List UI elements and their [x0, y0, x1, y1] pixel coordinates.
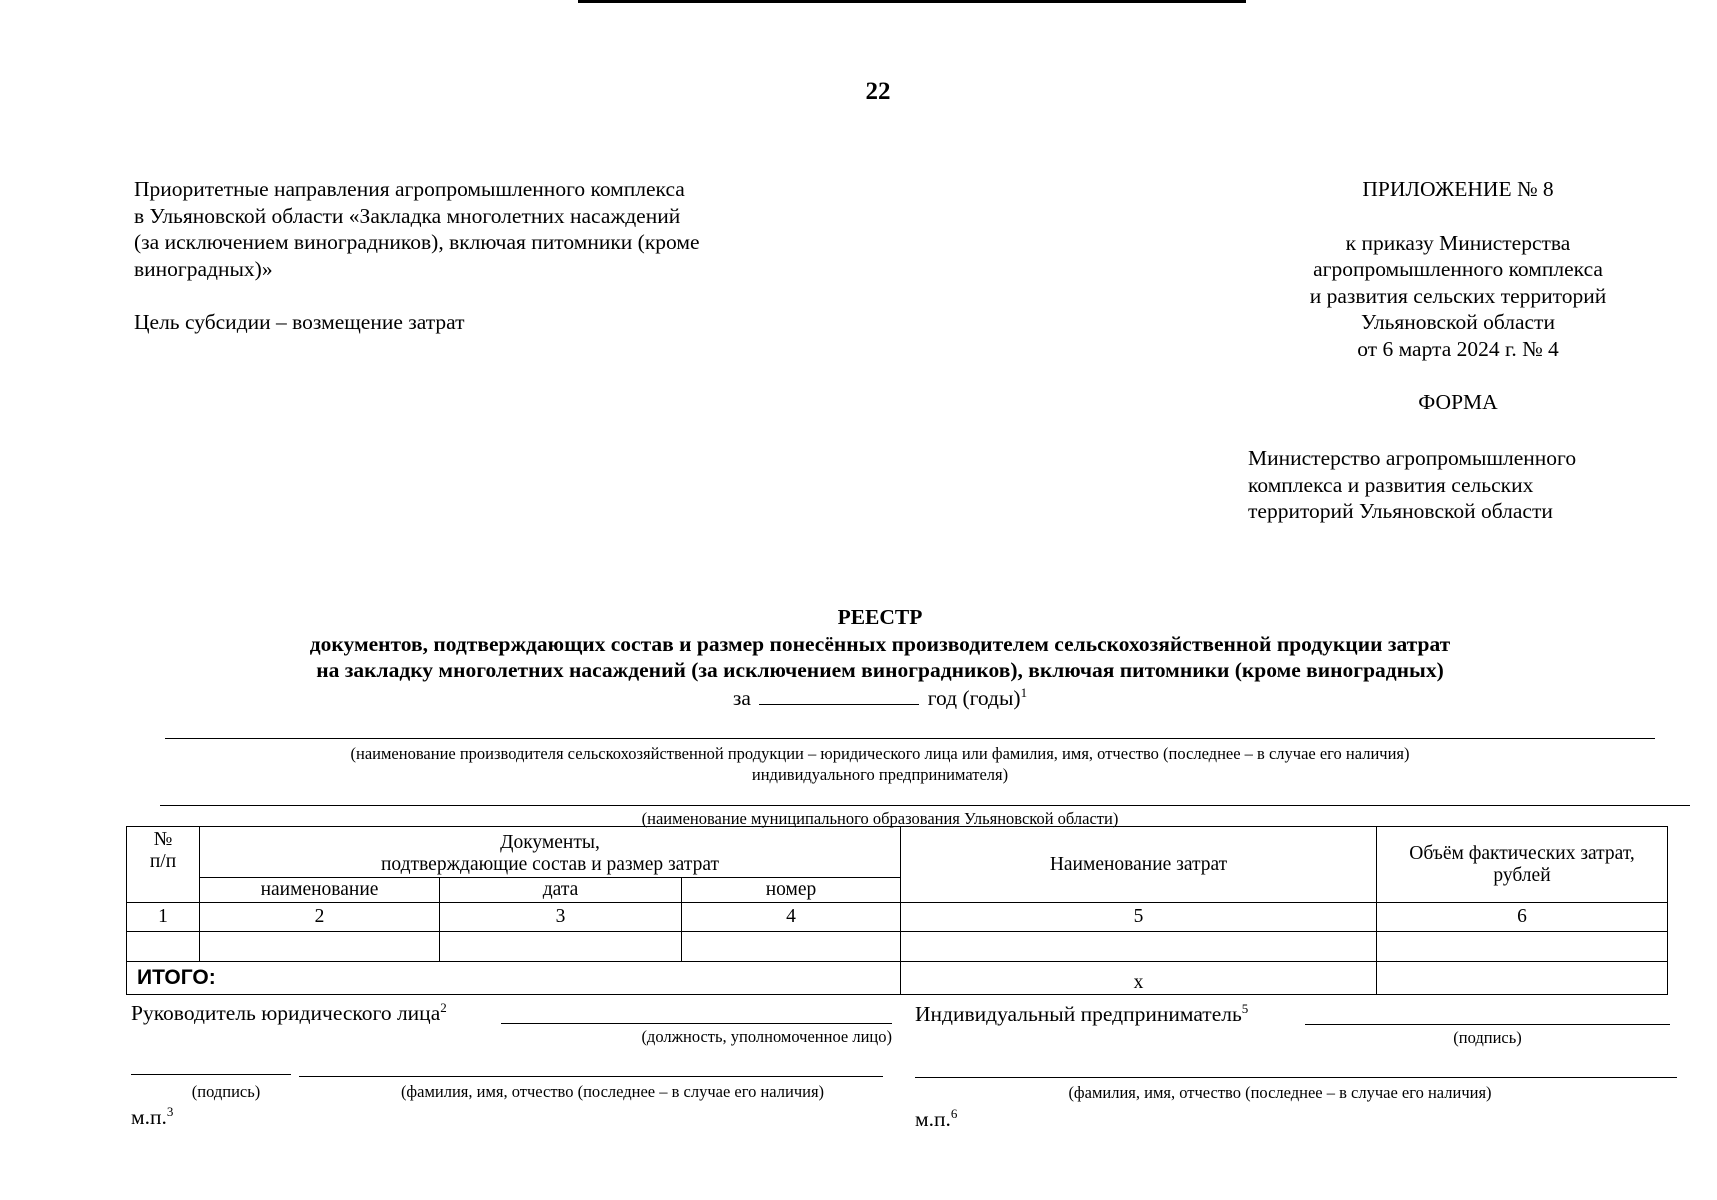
- table-header-row: [127, 827, 1668, 878]
- col-header-cost-name: Наименование затрат: [901, 827, 1377, 903]
- stamp-place-right: [915, 1106, 1015, 1132]
- register-subtitle-1: документов, подтверждающих состав и размер понесённых производителем сельскохозяйственной продукции затрат: [309, 631, 1451, 656]
- addressee-line-2: комплекса и развития сельских: [1248, 472, 1534, 497]
- register-heading: РЕЕСТР: [837, 605, 923, 629]
- index-cell: 1: [127, 903, 200, 932]
- documents-header-line-1: Документы,: [500, 832, 600, 853]
- period-prefix: за: [732, 686, 751, 710]
- data-cell[interactable]: [200, 932, 440, 962]
- footnote-6: 6: [950, 1105, 958, 1121]
- position-caption: (должность, уполномоченное лицо): [641, 1027, 892, 1046]
- legal-signature-line[interactable]: [131, 1074, 291, 1075]
- total-cost-name-cell: х: [901, 962, 1377, 995]
- register-period: [150, 684, 1610, 711]
- appendix-block: [1268, 176, 1648, 416]
- footnote-2: 2: [440, 999, 447, 1015]
- register-title: [150, 604, 1610, 684]
- order-line-5: от 6 марта 2024 г. № 4: [1357, 336, 1559, 361]
- order-line-4: Ульяновской области: [1361, 310, 1555, 334]
- producer-caption-line-2: индивидуального предпринимателя): [751, 765, 1009, 784]
- direction-line-1: Приоритетные направления агропромышленного комплекса: [134, 177, 685, 201]
- individual-label: [915, 1001, 1315, 1027]
- individual-signature-line[interactable]: [1305, 1024, 1670, 1025]
- total-volume-cell[interactable]: [1377, 962, 1668, 995]
- addressee-line-3: территорий Ульяновской области: [1248, 499, 1553, 523]
- table-index-row: [127, 903, 1668, 932]
- producer-caption-line-1: (наименование производителя сельскохозяйственной продукции – юридического лица или фамилия, имя, отчество (последнее – в случае его наличия): [350, 744, 1410, 763]
- subsidy-direction-block: [134, 176, 834, 336]
- total-label: ИТОГО:: [127, 962, 901, 995]
- period-suffix: год (годы): [927, 686, 1021, 710]
- col-header-documents: [200, 827, 901, 878]
- register-subtitle-2: на закладку многолетних насаждений (за исключением виноградников), включая питомники (кроме виноградных): [316, 658, 1444, 682]
- volume-header-line-1: Объём фактических затрат,: [1409, 842, 1635, 864]
- stamp-place-left: [131, 1104, 231, 1130]
- index-cell: 2: [200, 903, 440, 932]
- footnote-1: 1: [1020, 684, 1028, 700]
- fio-caption-right: (фамилия, имя, отчество (последнее – в случае его наличия): [1068, 1083, 1492, 1102]
- footnote-5: 5: [1241, 1000, 1249, 1016]
- signature-caption-right: (подпись): [1453, 1028, 1522, 1047]
- producer-name-line[interactable]: [165, 738, 1655, 739]
- signature-caption-left: (подпись): [191, 1082, 261, 1101]
- data-cell[interactable]: [1377, 932, 1668, 962]
- fio-caption-left: (фамилия, имя, отчество (последнее – в случае его наличия): [400, 1082, 825, 1101]
- mp-left-text: м.п.: [131, 1105, 167, 1129]
- index-cell: 4: [682, 903, 901, 932]
- order-line-1: к приказу Министерства: [1345, 230, 1571, 255]
- data-cell[interactable]: [127, 932, 200, 962]
- mp-right-text: м.п.: [915, 1107, 951, 1131]
- volume-header-line-2: рублей: [1493, 864, 1551, 886]
- addressee-block: [1248, 445, 1668, 525]
- register-table: [126, 826, 1668, 995]
- subheader-number: номер: [682, 878, 901, 903]
- data-cell[interactable]: [440, 932, 682, 962]
- legal-head-position-line[interactable]: [501, 1023, 892, 1024]
- table-row: [127, 932, 1668, 962]
- table-total-row: [127, 962, 1668, 995]
- individual-fio-line[interactable]: [915, 1077, 1677, 1078]
- direction-line-4: виноградных)»: [134, 256, 273, 281]
- producer-caption: [150, 743, 1610, 785]
- legal-head-text: Руководитель юридического лица: [131, 1001, 441, 1025]
- appendix-number: ПРИЛОЖЕНИЕ № 8: [1362, 177, 1554, 201]
- legal-fio-line[interactable]: [299, 1076, 883, 1077]
- addressee-line-1: Министерство агропромышленного: [1248, 446, 1577, 470]
- subheader-date: дата: [440, 878, 682, 903]
- documents-header-line-2: подтверждающие состав и размер затрат: [381, 854, 720, 875]
- index-cell: 5: [901, 903, 1377, 932]
- data-cell[interactable]: [682, 932, 901, 962]
- order-line-2: агропромышленного комплекса: [1313, 257, 1603, 281]
- form-label: ФОРМА: [1418, 390, 1498, 414]
- col-header-volume: [1377, 827, 1668, 903]
- year-blank-field[interactable]: [759, 684, 919, 705]
- legal-head-label: [131, 1000, 511, 1026]
- order-line-3: и развития сельских территорий: [1309, 283, 1607, 308]
- index-cell: 6: [1377, 903, 1668, 932]
- direction-line-3: (за исключением виноградников), включая питомники (кроме: [134, 230, 700, 254]
- data-cell[interactable]: [901, 932, 1377, 962]
- subsidy-goal: Цель субсидии – возмещение затрат: [134, 310, 465, 334]
- page-number: 22: [865, 78, 891, 105]
- index-cell: 3: [440, 903, 682, 932]
- footnote-3: 3: [166, 1103, 174, 1119]
- col-header-number: № п/п: [127, 827, 200, 903]
- direction-line-2: в Ульяновской области «Закладка многолетних насаждений: [134, 203, 681, 228]
- top-edge-line: [578, 0, 1246, 3]
- municipality-name-line[interactable]: [160, 805, 1690, 806]
- subheader-name: наименование: [200, 878, 440, 903]
- municipality-caption: (наименование муниципального образования Ульяновской области): [641, 809, 1119, 828]
- individual-text: Индивидуальный предприниматель: [915, 1002, 1242, 1026]
